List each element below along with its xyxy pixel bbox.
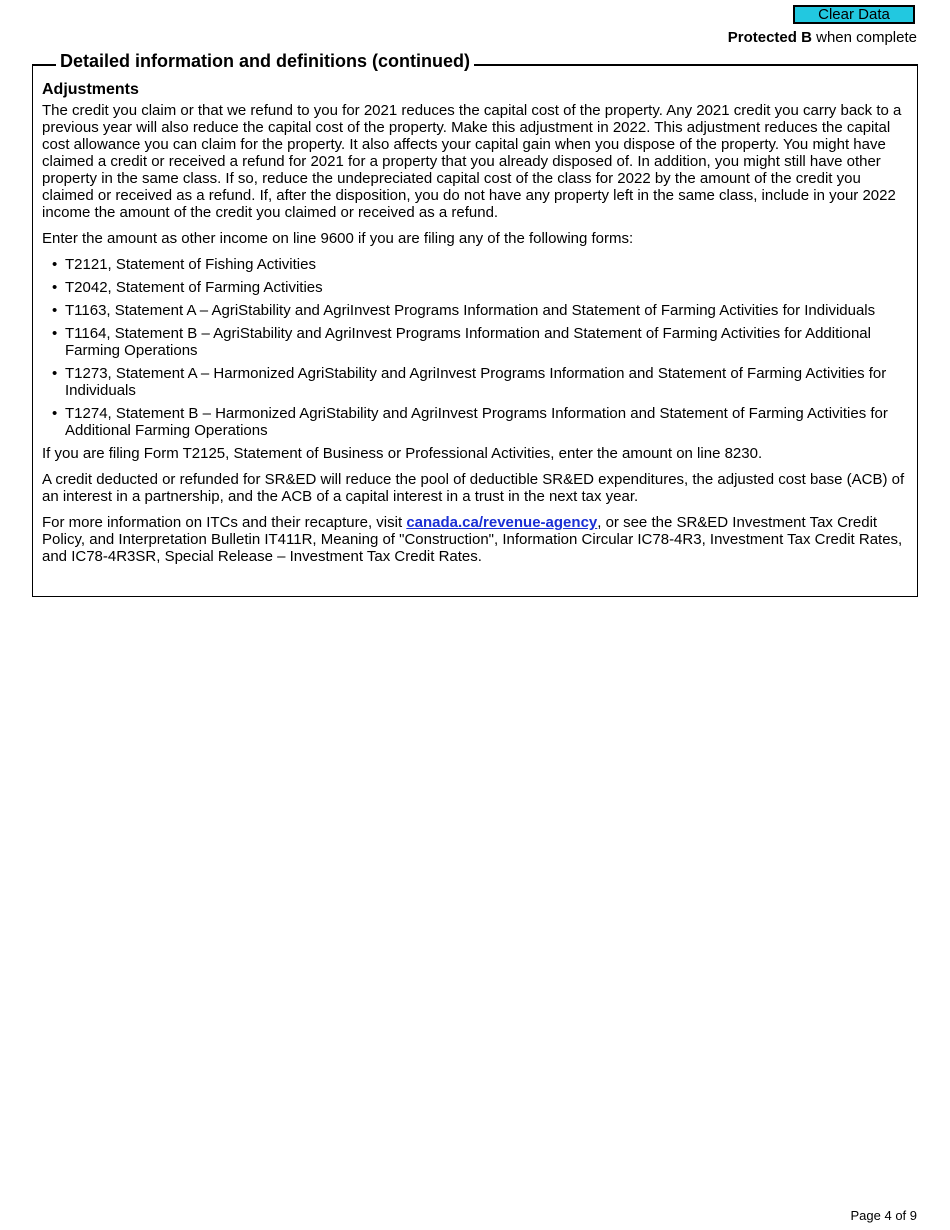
clear-data-button[interactable]: Clear Data (793, 5, 915, 24)
protected-b-suffix: when complete (811, 29, 917, 46)
other-income-instruction: Enter the amount as other income on line 9600 if you are filing any of the following forms: (42, 230, 634, 247)
list-item-text: T1273, Statement A – Harmonized AgriStability and AgriInvest Programs Information and Statement of Farming Activities for Individuals (65, 365, 887, 399)
list-item-text: T2121, Statement of Fishing Activities (65, 256, 316, 273)
cra-website-link[interactable]: canada.ca/revenue-agency (406, 514, 598, 531)
list-item (42, 302, 914, 319)
more-info-paragraph (42, 514, 914, 565)
sred-paragraph: A credit deducted or refunded for SR&ED will reduce the pool of deductible SR&ED expenditures, the adjusted cost base (ACB) of an interest in a partnership, and the ACB of a capital interest in a trust in the next tax year. (42, 471, 905, 505)
list-item (42, 365, 914, 399)
page-number: Page 4 of 9 (850, 1208, 917, 1223)
bullet: • (52, 365, 58, 382)
bullet: • (52, 256, 58, 273)
protected-b-notice (728, 29, 917, 47)
list-item (42, 256, 914, 273)
list-item-text: T2042, Statement of Farming Activities (65, 279, 323, 296)
list-item-text: T1164, Statement B – AgriStability and AgriInvest Programs Information and Statement of Farming Activities for Additional Farming Operations (65, 325, 871, 359)
section-content (42, 80, 914, 574)
t2125-paragraph: If you are filing Form T2125, Statement of Business or Professional Activities, enter the amount on line 8230. (42, 445, 763, 462)
section-title: Detailed information and definitions (continued) (56, 50, 474, 72)
more-info-text-start: For more information on ITCs and their recapture, visit (42, 514, 407, 531)
bullet: • (52, 279, 58, 296)
forms-list (42, 256, 914, 439)
bullet: • (52, 405, 58, 422)
bullet: • (52, 325, 58, 342)
protected-b-label: Protected B (727, 29, 812, 46)
bullet: • (52, 302, 58, 319)
list-item (42, 279, 914, 296)
list-item (42, 325, 914, 359)
list-item-text: T1274, Statement B – Harmonized AgriStability and AgriInvest Programs Information and Statement of Farming Activities for Additional Farming Operations (65, 405, 888, 439)
list-item-text: T1163, Statement A – AgriStability and AgriInvest Programs Information and Statement of Farming Activities for Individuals (65, 302, 876, 319)
adjustments-paragraph: The credit you claim or that we refund to you for 2021 reduces the capital cost of the property. Any 2021 credit you carry back to a previous year will also reduce the capital cost of the property. Make this adjustment in 2022. This adjustment reduces the capital cost allowance you can claim for the property. It also affects your capital gain when you dispose of the property. You might have claimed a credit or received a refund for 2021 for a property that you already disposed of. In addition, you might still have other property in the same class. If so, reduce the undepreciated capital cost of the class for 2022 by the amount of the credit you claimed or received as a refund. If, after the disposition, you do not have any property left in the same class, include in your 2022 income the amount of the credit you claimed or received as a refund. (42, 102, 902, 221)
more-info-text-end: , or see the SR&ED Investment Tax Credit Policy, and Interpretation Bulletin IT411R, Meaning of "Construction", Information Circular IC78-4R3, Investment Tax Credit Rates, and IC78-4R3SR, Special Release – Investment Tax Credit Rates. (42, 514, 903, 565)
list-item (42, 405, 914, 439)
adjustments-heading: Adjustments (42, 81, 139, 98)
